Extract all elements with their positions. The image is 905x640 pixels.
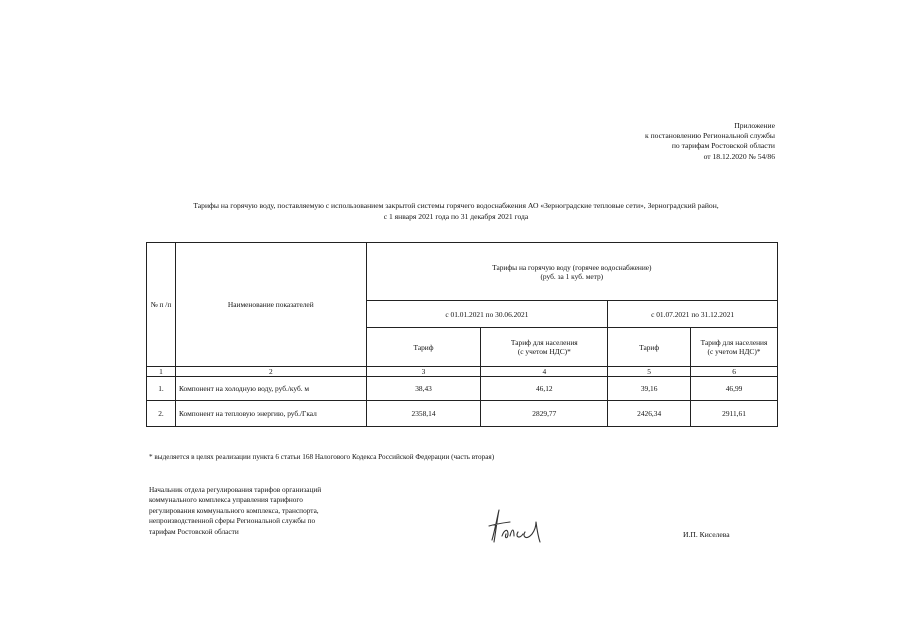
appendix-line: по тарифам Ростовской области: [671, 141, 775, 151]
handwritten-signature: [486, 506, 548, 546]
appendix-line: к постановлению Региональной службы: [644, 131, 775, 141]
appendix-block: [645, 121, 775, 162]
row-value: 39,16: [608, 377, 691, 401]
row-num: 1.: [147, 377, 176, 401]
signatory-line: тарифам Ростовской области: [149, 526, 239, 536]
header-population-tariff: Тариф для населения (с учетом НДС)*: [481, 328, 608, 367]
column-number: 3: [366, 367, 481, 377]
document-title: [150, 201, 762, 222]
signatory-line: непроизводственной сферы Региональной службы по: [149, 516, 316, 526]
header-tariff: Тариф: [366, 328, 481, 367]
header-population-tariff: Тариф для населения (с учетом НДС)*: [691, 328, 778, 367]
footnote: * выделяется в целях реализации пункта 6 статьи 168 Налогового Кодекса Российской Федерации (часть вторая): [149, 453, 495, 461]
table-row: [147, 377, 778, 401]
table-row: [147, 401, 778, 427]
column-number: 6: [691, 367, 778, 377]
row-name: Компонент на холодную воду, руб./куб. м: [175, 377, 366, 401]
row-num: 2.: [147, 401, 176, 427]
row-value: 2911,61: [691, 401, 778, 427]
signatory-line: регулирования коммунального комплекса, транспорта,: [149, 505, 319, 515]
row-value: 46,12: [481, 377, 608, 401]
title-line: с 1 января 2021 года по 31 декабря 2021 года: [383, 211, 529, 221]
header-period-1: с 01.01.2021 по 30.06.2021: [366, 301, 608, 328]
signatory-line: коммунального комплекса управления тарифного: [149, 495, 303, 505]
header-period-2: с 01.07.2021 по 31.12.2021: [608, 301, 778, 328]
column-number-row: [147, 367, 778, 377]
header-group: [366, 243, 777, 301]
row-value: 46,99: [691, 377, 778, 401]
appendix-line: Приложение: [734, 121, 775, 130]
row-value: 38,43: [366, 377, 481, 401]
tariff-table: [146, 242, 778, 427]
row-value: 2829,77: [481, 401, 608, 427]
header-tariff: Тариф: [608, 328, 691, 367]
appendix-line: от 18.12.2020 № 54/86: [703, 151, 775, 161]
column-number: 2: [175, 367, 366, 377]
column-number: 5: [608, 367, 691, 377]
column-number: 1: [147, 367, 176, 377]
row-value: 2358,14: [366, 401, 481, 427]
row-value: 2426,34: [608, 401, 691, 427]
header-num: № п /п: [147, 243, 176, 367]
header-group-line: Тарифы на горячую воду (горячее водоснабжение): [492, 262, 652, 272]
title-line: Тарифы на горячую воду, поставляемую с использованием закрытой системы горячего водоснабжения АО «Зерноградские тепловые сети», Зерноградский район,: [193, 201, 719, 210]
row-name: Компонент на тепловую энергию, руб./Гкал: [175, 401, 366, 427]
header-name: Наименование показателей: [175, 243, 366, 367]
column-number: 4: [481, 367, 608, 377]
signatory-line: Начальник отдела регулирования тарифов организаций: [149, 485, 322, 494]
signatory-name: И.П. Киселева: [683, 530, 730, 539]
header-group-line: (руб. за 1 куб. метр): [540, 271, 604, 281]
signatory-position: [149, 485, 379, 537]
